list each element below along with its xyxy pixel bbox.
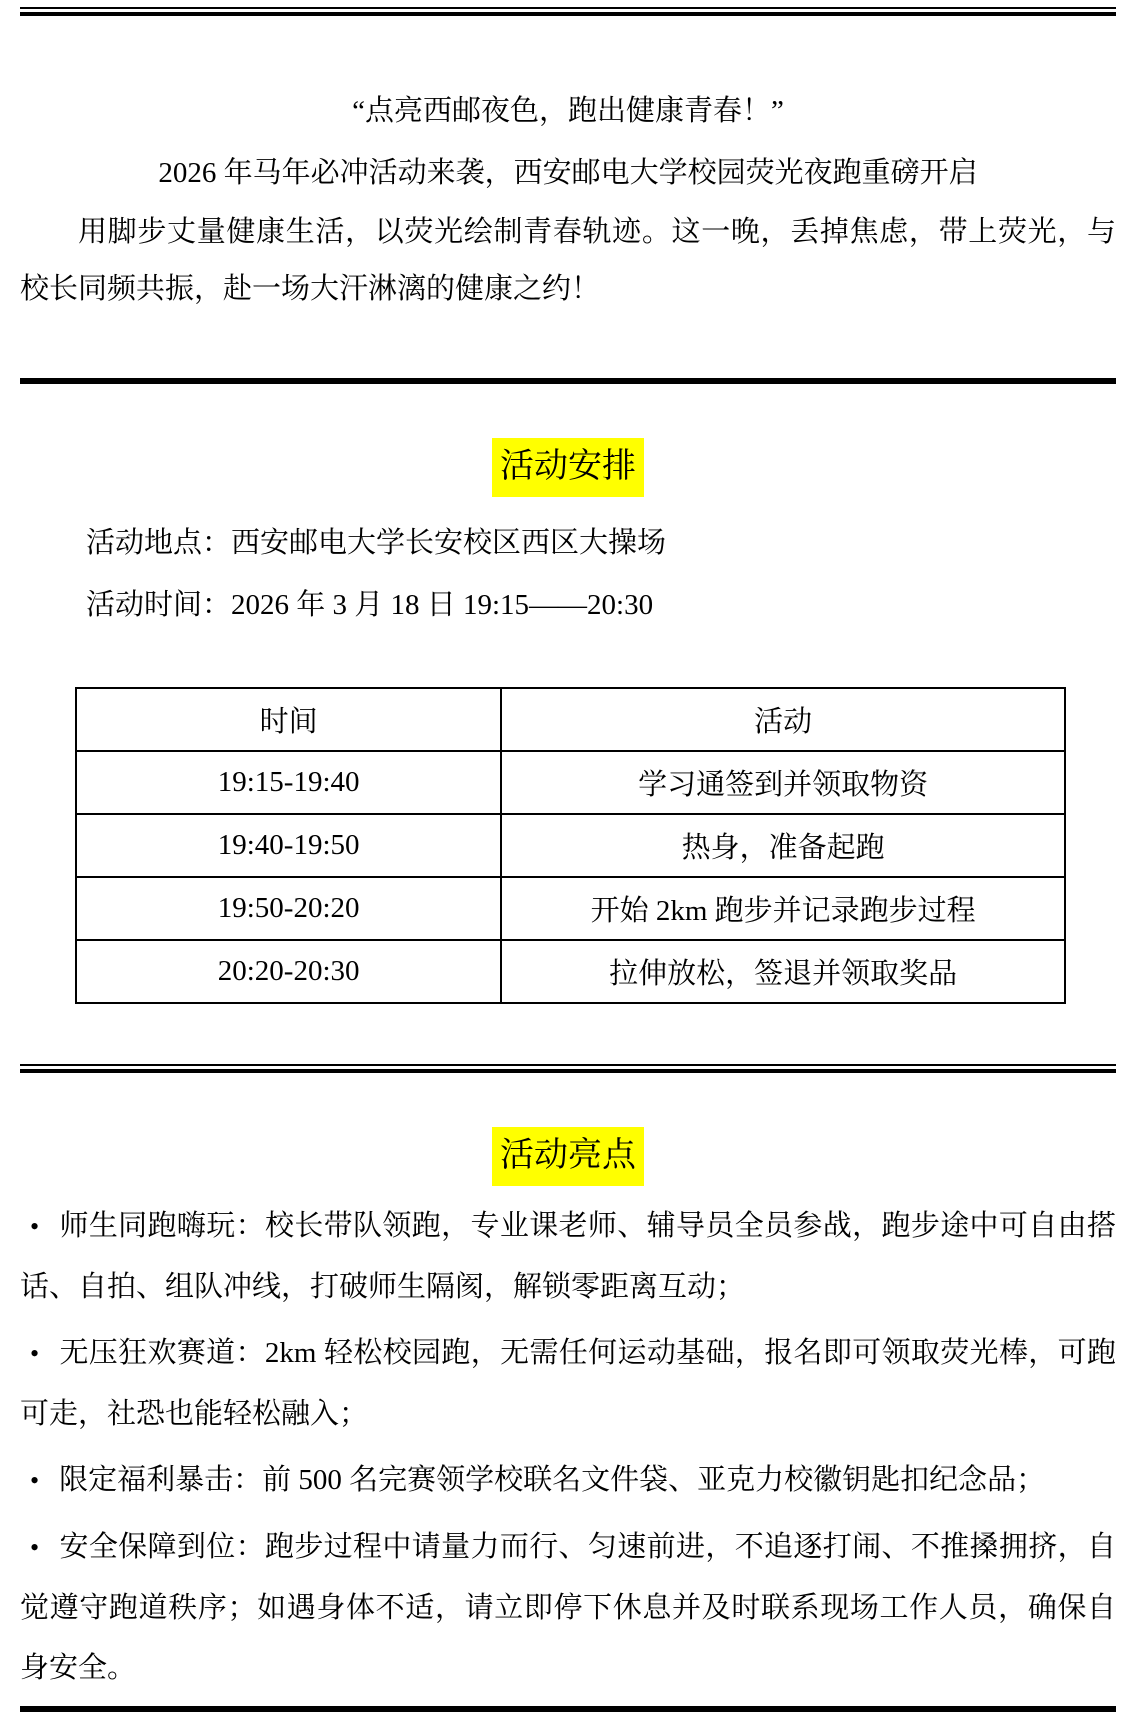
schedule-row-2-activity: 热身，准备起跑: [501, 814, 1065, 877]
schedule-header-activity: 活动: [501, 688, 1065, 751]
schedule-row-2-time: 19:40-19:50: [76, 814, 501, 877]
highlight-item-4-text: 安全保障到位：跑步过程中请量力而行、匀速前进，不追逐打闹、不推搡拥挤，自觉遵守跑道秩序；如遇身体不适，请立即停下休息并及时联系现场工作人员，确保自身安全。: [20, 1531, 1116, 1684]
schedule-header-time: 时间: [76, 688, 501, 751]
schedule-location: 活动地点：西安邮电大学长安校区西区大操场: [86, 527, 667, 559]
schedule-heading-highlight: 活动安排: [492, 438, 644, 497]
bottom-divider: [20, 1706, 1116, 1712]
schedule-row-1-time: 19:15-19:40: [76, 751, 501, 814]
bullet-icon: •: [30, 1466, 40, 1495]
top-double-divider: [20, 7, 1116, 16]
section-divider-1: [20, 378, 1116, 384]
document-page: [0, 7, 1136, 1725]
intro-quote: “点亮西邮夜色，跑出健康青春！”: [352, 95, 784, 127]
highlights-heading-highlight: 活动亮点: [492, 1127, 644, 1186]
list-item: [20, 1196, 1116, 1317]
intro-paragraph: 用脚步丈量健康生活，以荧光绘制青春轨迹。这一晚，丢掉焦虑，带上荧光，与校长同频共振，赴一场大汗淋漓的健康之约！: [20, 216, 1116, 305]
schedule-row-3-time: 19:50-20:20: [76, 877, 501, 940]
highlights-heading-wrap: [20, 1127, 1116, 1186]
intro-subtitle: 2026 年马年必冲活动来袭，西安邮电大学校园荧光夜跑重磅开启: [158, 157, 978, 189]
schedule-time: 活动时间：2026 年 3 月 18 日 19:15——20:30: [86, 589, 654, 621]
table-row: [76, 940, 1065, 1003]
schedule-row-3-activity: 开始 2km 跑步并记录跑步过程: [501, 877, 1065, 940]
table-row: [76, 877, 1065, 940]
schedule-row-4-activity: 拉伸放松，签退并领取奖品: [501, 940, 1065, 1003]
highlight-item-3-text: 限定福利暴击：前 500 名完赛领学校联名文件袋、亚克力校徽钥匙扣纪念品；: [59, 1464, 1046, 1496]
highlight-item-2-text: 无压狂欢赛道：2km 轻松校园跑，无需任何运动基础，报名即可领取荧光棒，可跑可走，社恐也能轻松融入；: [20, 1337, 1116, 1430]
table-row: [76, 751, 1065, 814]
list-item: [20, 1517, 1116, 1698]
schedule-row-1-activity: 学习通签到并领取物资: [501, 751, 1065, 814]
bullet-icon: •: [30, 1212, 40, 1241]
table-row: [76, 814, 1065, 877]
bullet-icon: •: [30, 1533, 40, 1562]
schedule-row-4-time: 20:20-20:30: [76, 940, 501, 1003]
list-item: [20, 1450, 1116, 1511]
schedule-table-header-row: [76, 688, 1065, 751]
section-divider-2: [20, 1064, 1116, 1073]
bullet-icon: •: [30, 1339, 40, 1368]
highlight-item-1-text: 师生同跑嗨玩：校长带队领跑，专业课老师、辅导员全员参战，跑步途中可自由搭话、自拍、组队冲线，打破师生隔阂，解锁零距离互动；: [20, 1210, 1116, 1303]
schedule-heading-wrap: [20, 438, 1116, 497]
schedule-table: [75, 687, 1066, 1004]
list-item: [20, 1323, 1116, 1444]
highlights-list: [20, 1196, 1116, 1698]
